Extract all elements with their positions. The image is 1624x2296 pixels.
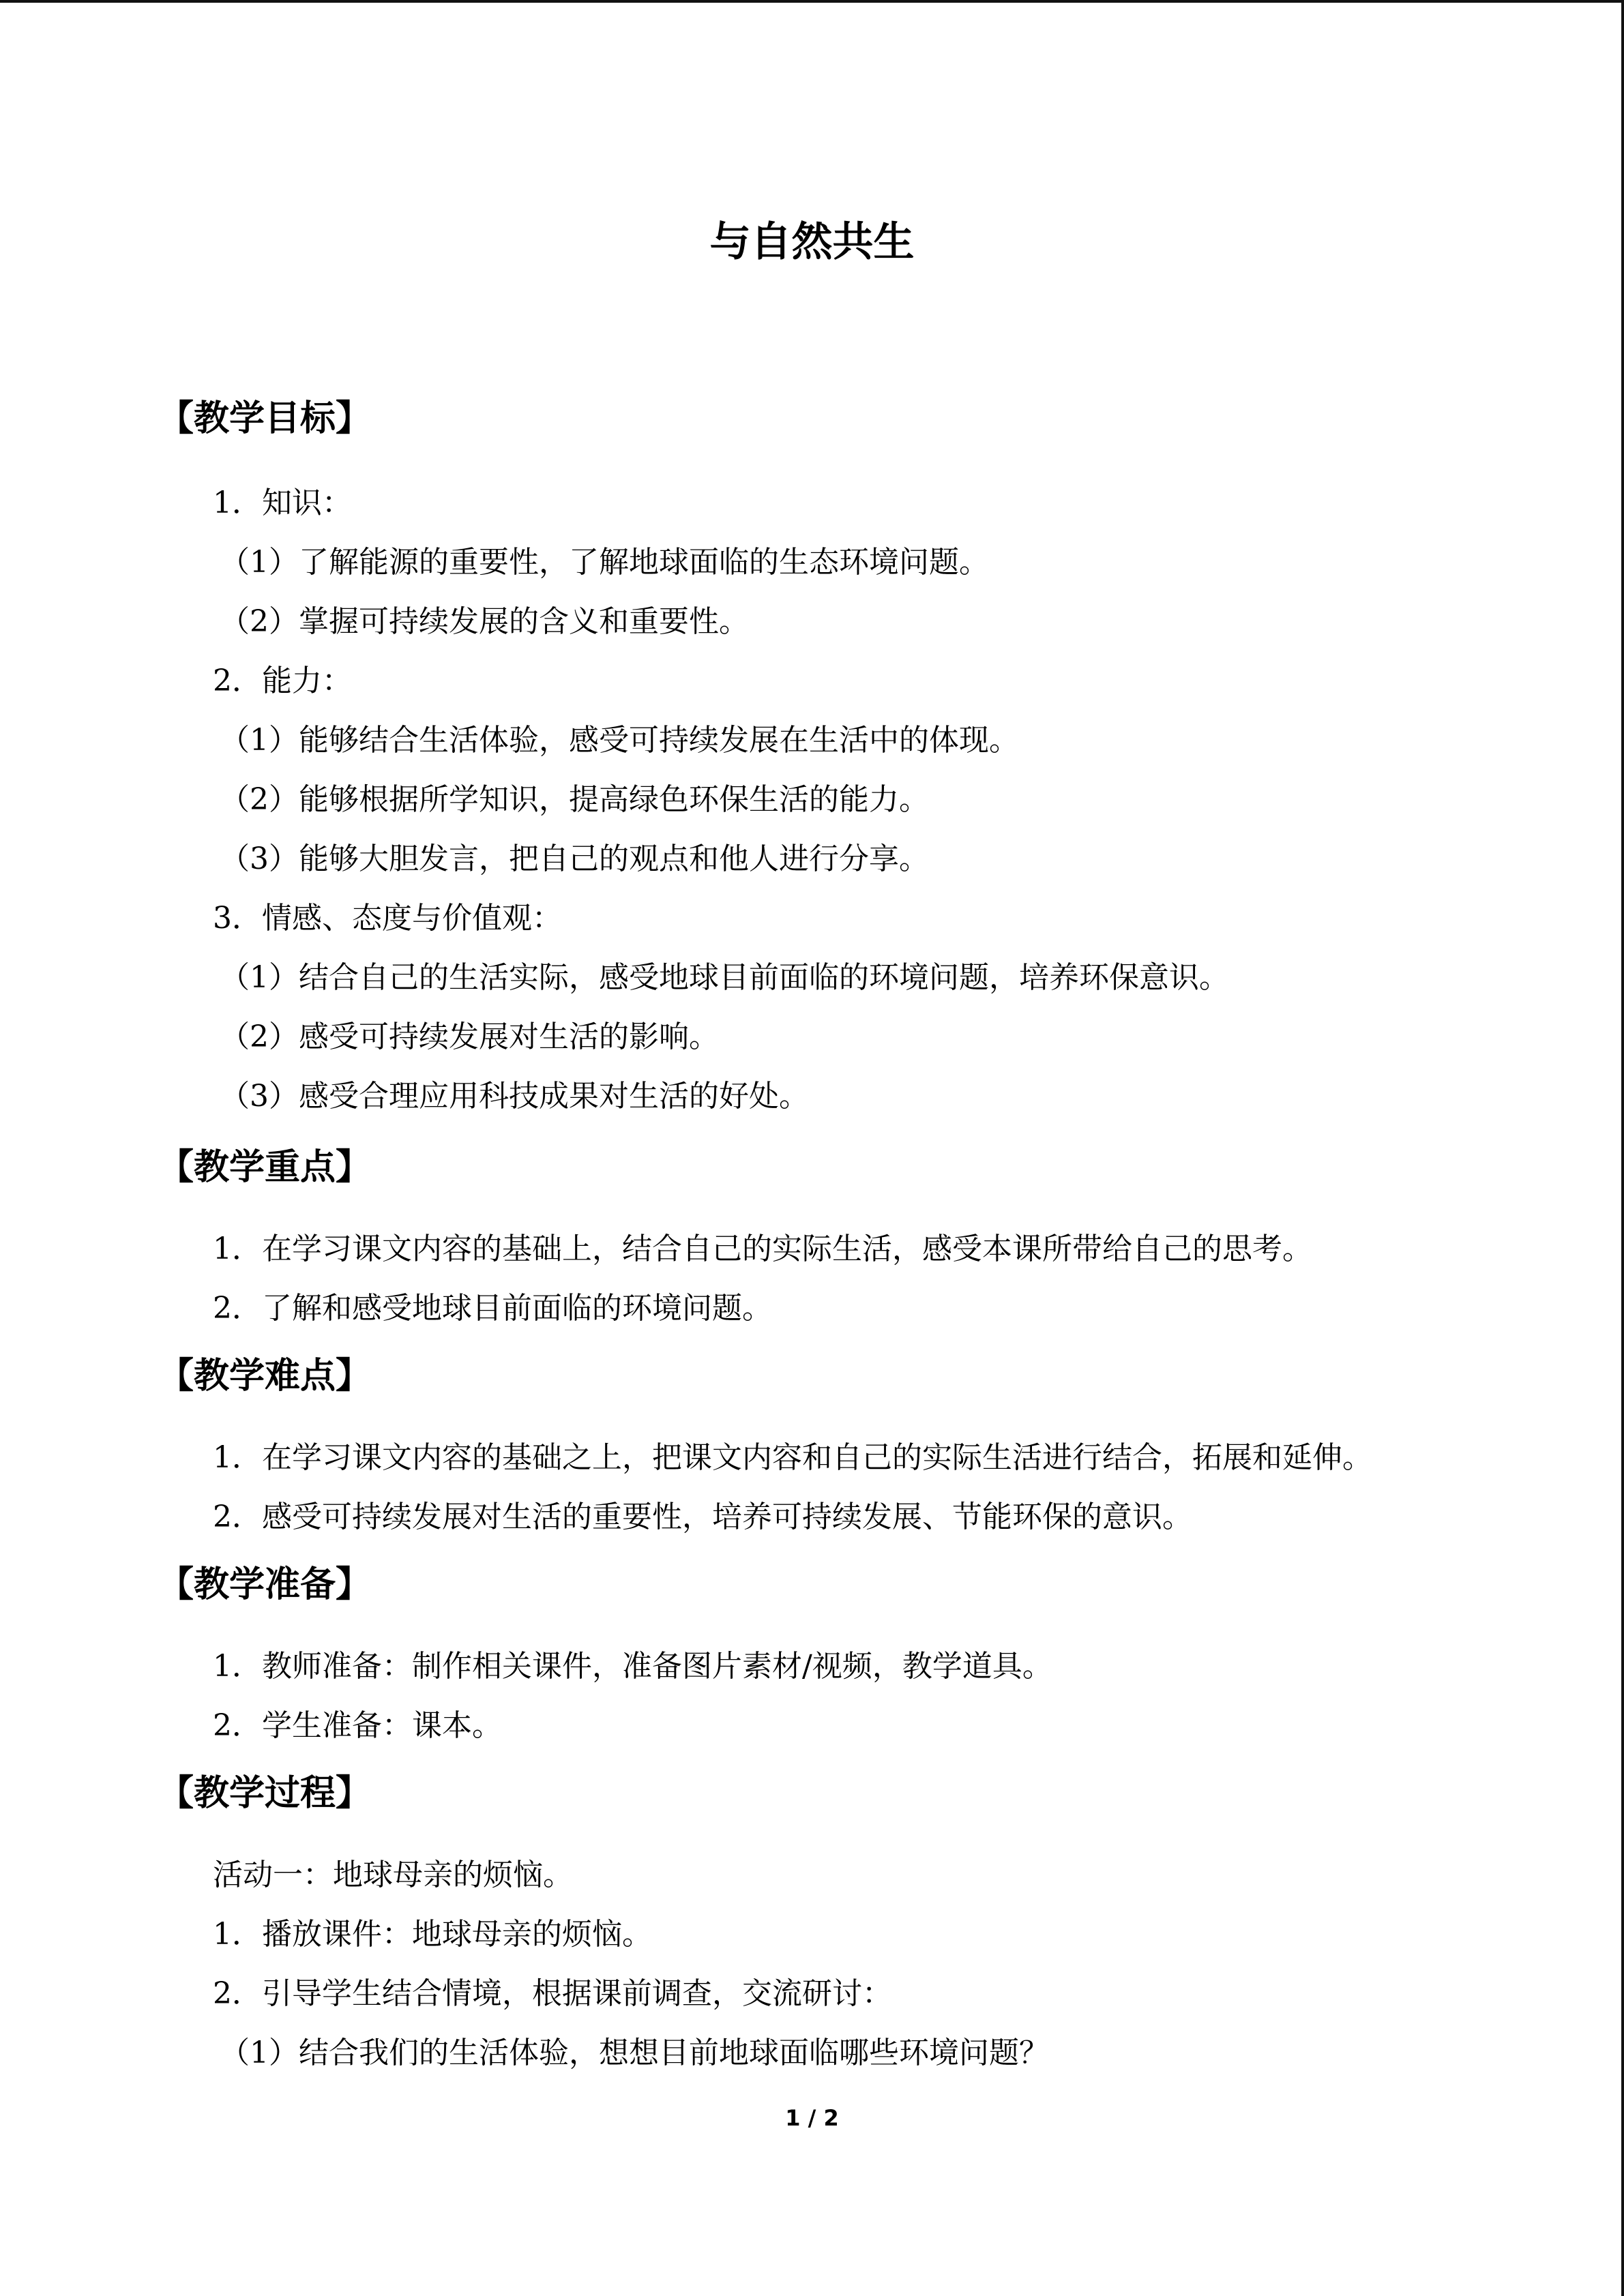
section-heading-key-points: 【教学重点】 xyxy=(158,1147,372,1188)
document-title: 与自然共生 xyxy=(709,218,915,266)
objective-line: 1．知识： xyxy=(213,486,352,520)
section-heading-preparation: 【教学准备】 xyxy=(158,1564,372,1605)
objective-line: （3）能够大胆发言，把自己的观点和他人进行分享。 xyxy=(220,841,929,876)
difficulty-line: 2．感受可持续发展对生活的重要性，培养可持续发展、节能环保的意识。 xyxy=(213,1500,1192,1534)
key-point-line: 2．了解和感受地球目前面临的环境问题。 xyxy=(213,1291,772,1326)
preparation-line: 2．学生准备：课本。 xyxy=(213,1708,502,1743)
objective-line: 2．能力： xyxy=(213,664,352,698)
page-indicator: 1 / 2 xyxy=(785,2105,839,2131)
preparation-line: 1．教师准备：制作相关课件，准备图片素材/视频，教学道具。 xyxy=(213,1649,1052,1684)
objective-line: （1）了解能源的重要性，了解地球面临的生态环境问题。 xyxy=(220,545,989,580)
page-right-border xyxy=(1621,0,1624,2296)
page-top-border xyxy=(0,0,1624,3)
key-point-line: 1．在学习课文内容的基础上，结合自己的实际生活，感受本课所带给自己的思考。 xyxy=(213,1232,1312,1266)
section-heading-difficulties: 【教学难点】 xyxy=(158,1356,372,1397)
objective-line: （2）掌握可持续发展的含义和重要性。 xyxy=(220,604,749,639)
objective-line: （3）感受合理应用科技成果对生活的好处。 xyxy=(220,1079,809,1114)
process-line: 2．引导学生结合情境，根据课前调查，交流研讨： xyxy=(213,1976,892,2011)
objective-line: 3．情感、态度与价值观： xyxy=(213,901,562,936)
process-line: 活动一：地球母亲的烦恼。 xyxy=(213,1858,573,1892)
difficulty-line: 1．在学习课文内容的基础之上，把课文内容和自己的实际生活进行结合，拓展和延伸。 xyxy=(213,1440,1372,1475)
section-heading-process: 【教学过程】 xyxy=(158,1773,372,1814)
objective-line: （1）能够结合生活体验，感受可持续发展在生活中的体现。 xyxy=(220,723,1019,758)
section-heading-objectives: 【教学目标】 xyxy=(158,398,372,439)
objective-line: （1）结合自己的生活实际，感受地球目前面临的环境问题，培养环保意识。 xyxy=(220,960,1229,995)
process-line: 1．播放课件：地球母亲的烦恼。 xyxy=(213,1917,652,1952)
objective-line: （2）感受可持续发展对生活的影响。 xyxy=(220,1019,719,1054)
objective-line: （2）能够根据所学知识，提高绿色环保生活的能力。 xyxy=(220,782,929,817)
process-line: （1）结合我们的生活体验，想想目前地球面临哪些环境问题？ xyxy=(220,2036,1049,2070)
